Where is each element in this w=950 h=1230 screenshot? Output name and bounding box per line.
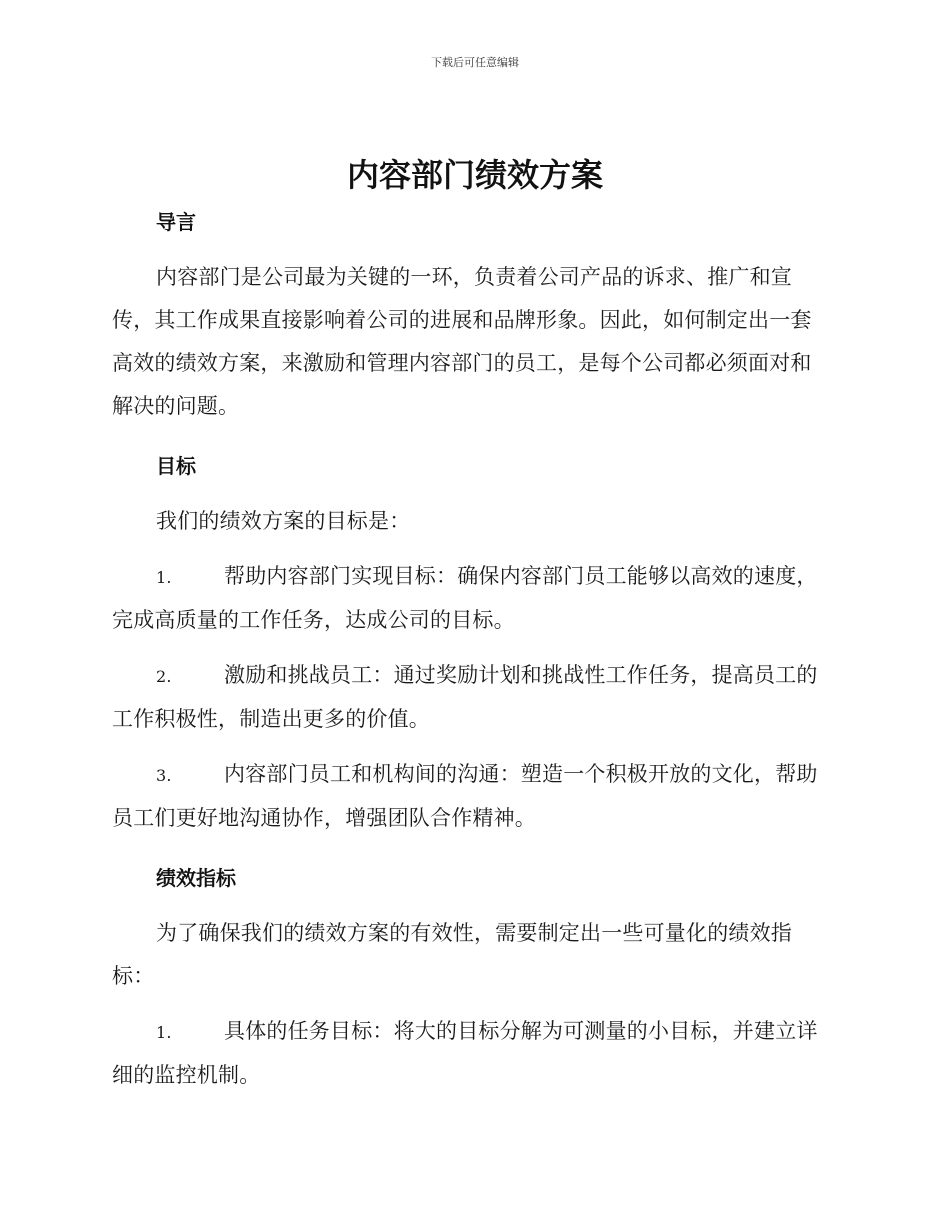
goals-list-item <box>112 555 832 642</box>
list-number: 2. <box>156 667 172 686</box>
section-heading-goals: 目标 <box>156 454 196 478</box>
document-title: 内容部门绩效方案 <box>346 156 603 194</box>
list-number: 3. <box>156 766 172 785</box>
list-item-text: 内容部门员工和机构间的沟通：塑造一个积极开放的文化，帮助员工们更好地沟通协作，增强团队合作精神。 <box>112 762 818 830</box>
list-item-text: 激励和挑战员工：通过奖励计划和挑战性工作任务，提高员工的工作积极性，制造出更多的价值。 <box>112 663 818 731</box>
page-header-note: 下载后可任意编辑 <box>431 56 519 69</box>
goals-list-item <box>112 654 832 741</box>
kpi-lead-paragraph: 为了确保我们的绩效方案的有效性，需要制定出一些可量化的绩效指标： <box>112 921 792 988</box>
kpi-list-item <box>112 1010 832 1097</box>
list-item-text: 帮助内容部门实现目标：确保内容部门员工能够以高效的速度，完成高质量的工作任务，达成公司的目标。 <box>112 564 818 632</box>
goals-list-item <box>112 753 832 840</box>
list-item-text: 具体的任务目标：将大的目标分解为可测量的小目标，并建立详细的监控机制。 <box>112 1019 818 1087</box>
intro-paragraph: 内容部门是公司最为关键的一环，负责着公司产品的诉求、推广和宣传，其工作成果直接影响着公司的进展和品牌形象。因此，如何制定出一套高效的绩效方案，来激励和管理内容部门的员工，是每个公司都必须面对和解决的问题。 <box>112 265 812 418</box>
document-body <box>112 200 832 1097</box>
section-heading-intro: 导言 <box>156 210 196 234</box>
list-number: 1. <box>156 1023 172 1042</box>
list-number: 1. <box>156 568 172 587</box>
goals-lead-paragraph: 我们的绩效方案的目标是： <box>156 509 411 533</box>
section-heading-kpi: 绩效指标 <box>156 866 236 890</box>
